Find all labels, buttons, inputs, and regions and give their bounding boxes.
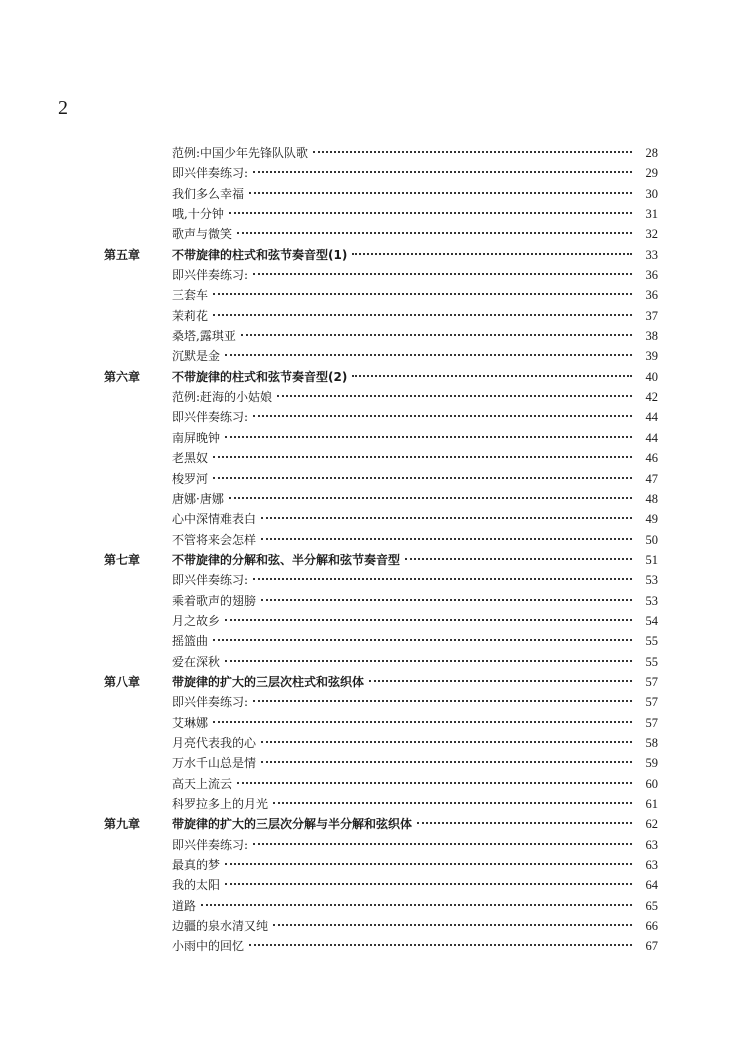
entry-title: 道路	[172, 898, 197, 913]
chapter-label: 第七章	[104, 552, 141, 567]
toc-entry	[172, 306, 658, 326]
dot-leader	[261, 761, 632, 763]
toc-entry	[172, 285, 658, 305]
toc-chapter-row	[0, 814, 730, 834]
toc-entry	[172, 530, 658, 550]
dot-leader	[225, 883, 632, 885]
entry-page-number: 40	[645, 369, 658, 384]
toc-entry-row	[0, 143, 730, 163]
toc-entry	[172, 550, 658, 570]
dot-leader	[253, 171, 632, 173]
entry-page-number: 28	[645, 146, 658, 160]
toc-entry	[172, 326, 658, 346]
toc-entry-row	[0, 855, 730, 875]
toc-chapter-row	[0, 367, 730, 387]
entry-title: 心中深情难表白	[172, 512, 257, 527]
dot-leader	[249, 944, 632, 946]
toc-entry-row	[0, 570, 730, 590]
page-number: 2	[58, 97, 68, 119]
entry-title: 即兴伴奏练习:	[172, 573, 249, 588]
toc-entry-row	[0, 733, 730, 753]
dot-leader	[253, 578, 632, 580]
entry-page-number: 48	[645, 491, 658, 506]
entry-title: 即兴伴奏练习:	[172, 695, 249, 710]
dot-leader	[313, 151, 632, 153]
dot-leader	[261, 741, 632, 743]
entry-title: 摇篮曲	[172, 634, 209, 649]
entry-title: 艾琳娜	[172, 715, 209, 730]
entry-page-number: 62	[645, 817, 658, 832]
toc-entry-row	[0, 428, 730, 448]
toc-entry-row	[0, 509, 730, 529]
entry-title: 即兴伴奏练习:	[172, 410, 249, 425]
entry-title: 不带旋律的柱式和弦节奏音型(2)	[172, 369, 348, 384]
entry-page-number: 39	[645, 349, 658, 364]
entry-title: 边疆的泉水清又纯	[172, 919, 269, 934]
dot-leader	[261, 517, 632, 519]
entry-title: 不带旋律的柱式和弦节奏音型(1)	[172, 247, 348, 262]
toc-entry	[172, 774, 658, 794]
entry-title: 小雨中的回忆	[172, 939, 245, 954]
entry-page-number: 36	[645, 288, 658, 303]
toc-entry	[172, 346, 658, 366]
entry-page-number: 29	[645, 166, 658, 181]
toc-entry	[172, 489, 658, 509]
toc-entry-row	[0, 611, 730, 631]
dot-leader	[225, 660, 632, 662]
toc-entry-row	[0, 692, 730, 712]
toc-entry-row	[0, 184, 730, 204]
toc-entry-row	[0, 916, 730, 936]
dot-leader	[261, 538, 632, 540]
dot-leader	[352, 375, 632, 377]
entry-page-number: 54	[645, 613, 658, 628]
toc-entry	[172, 692, 658, 712]
dot-leader	[261, 599, 632, 601]
toc-entry-row	[0, 489, 730, 509]
toc-chapter-row	[0, 672, 730, 692]
chapter-label: 第五章	[104, 247, 141, 262]
toc-entry-row	[0, 591, 730, 611]
entry-page-number: 42	[645, 390, 658, 405]
dot-leader	[405, 558, 632, 560]
dot-leader	[225, 436, 632, 438]
entry-title: 月之故乡	[172, 613, 221, 628]
entry-page-number: 61	[645, 797, 658, 811]
toc-entry-row	[0, 794, 730, 814]
toc-entry	[172, 245, 658, 265]
toc-entry	[172, 204, 658, 224]
entry-page-number: 33	[645, 247, 658, 262]
toc-entry	[172, 835, 658, 855]
entry-title: 梭罗河	[172, 471, 209, 486]
dot-leader	[229, 212, 632, 214]
entry-page-number: 38	[645, 329, 658, 344]
toc-entry	[172, 163, 658, 183]
toc-entry-row	[0, 753, 730, 773]
dot-leader	[253, 273, 632, 275]
dot-leader	[277, 395, 632, 397]
entry-title: 南屏晚钟	[172, 430, 221, 445]
toc-entry	[172, 265, 658, 285]
entry-page-number: 32	[645, 227, 658, 242]
dot-leader	[237, 782, 632, 784]
toc-entry	[172, 794, 658, 814]
toc-entry	[172, 407, 658, 427]
toc-entry-row	[0, 346, 730, 366]
dot-leader	[225, 619, 632, 621]
entry-page-number: 53	[645, 593, 658, 608]
entry-title: 科罗拉多上的月光	[172, 797, 269, 811]
toc-entry	[172, 652, 658, 672]
toc-entry-row	[0, 469, 730, 489]
dot-leader	[213, 477, 632, 479]
entry-page-number: 46	[645, 451, 658, 466]
entry-page-number: 57	[645, 695, 658, 710]
entry-title: 乘着歌声的翅膀	[172, 593, 257, 608]
entry-title: 即兴伴奏练习:	[172, 837, 249, 852]
toc-entry-row	[0, 163, 730, 183]
toc-entry-row	[0, 936, 730, 956]
entry-title: 不管将来会怎样	[172, 532, 257, 547]
toc-entry	[172, 916, 658, 936]
entry-page-number: 44	[645, 410, 658, 425]
entry-page-number: 30	[645, 186, 658, 201]
toc-entry-row	[0, 530, 730, 550]
entry-title: 唐娜·唐娜	[172, 491, 224, 506]
entry-title: 即兴伴奏练习:	[172, 268, 249, 283]
entry-page-number: 36	[645, 268, 658, 283]
entry-title: 我的太阳	[172, 878, 221, 893]
entry-title: 最真的梦	[172, 858, 221, 873]
toc-entry-row	[0, 652, 730, 672]
entry-page-number: 66	[645, 919, 658, 934]
dot-leader	[213, 721, 632, 723]
toc-entry-row	[0, 407, 730, 427]
dot-leader	[237, 232, 632, 234]
dot-leader	[369, 680, 632, 682]
entry-title: 老黑奴	[172, 451, 209, 466]
entry-page-number: 57	[645, 674, 658, 689]
toc-entry	[172, 672, 658, 692]
entry-page-number: 64	[645, 878, 658, 893]
entry-page-number: 49	[645, 512, 658, 527]
dot-leader	[273, 802, 632, 804]
chapter-label: 第八章	[104, 674, 141, 689]
dot-leader	[225, 354, 632, 356]
dot-leader	[213, 314, 632, 316]
toc-entry	[172, 753, 658, 773]
toc-entry	[172, 611, 658, 631]
toc-entry	[172, 631, 658, 651]
entry-title: 万水千山总是情	[172, 756, 257, 771]
toc-entry	[172, 448, 658, 468]
dot-leader	[253, 843, 632, 845]
entry-page-number: 53	[645, 573, 658, 588]
toc-entry	[172, 591, 658, 611]
toc-entry-row	[0, 448, 730, 468]
chapter-label: 第九章	[104, 817, 141, 832]
entry-title: 范例:赶海的小姑娘	[172, 390, 273, 405]
dot-leader	[229, 497, 632, 499]
entry-title: 桑塔,露琪亚	[172, 329, 236, 344]
dot-leader	[352, 253, 632, 255]
entry-title: 爱在深秋	[172, 654, 221, 669]
chapter-label: 第六章	[104, 369, 141, 384]
toc-entry	[172, 428, 658, 448]
dot-leader	[253, 415, 632, 417]
toc-entry	[172, 713, 658, 733]
entry-title: 范例:中国少年先锋队队歌	[172, 146, 309, 160]
entry-title: 不带旋律的分解和弦、半分解和弦节奏音型	[172, 552, 401, 567]
entry-title: 高天上流云	[172, 776, 233, 791]
table-of-contents	[0, 143, 730, 957]
toc-chapter-row	[0, 550, 730, 570]
entry-page-number: 37	[645, 308, 658, 323]
toc-entry	[172, 143, 658, 163]
toc-entry	[172, 855, 658, 875]
entry-page-number: 51	[645, 552, 658, 567]
entry-page-number: 60	[645, 776, 658, 791]
dot-leader	[201, 904, 632, 906]
entry-page-number: 63	[645, 858, 658, 873]
entry-page-number: 55	[645, 654, 658, 669]
toc-entry	[172, 184, 658, 204]
dot-leader	[225, 863, 632, 865]
toc-entry	[172, 387, 658, 407]
entry-page-number: 31	[645, 207, 658, 222]
entry-page-number: 65	[645, 898, 658, 913]
toc-entry-row	[0, 265, 730, 285]
dot-leader	[273, 924, 632, 926]
toc-entry	[172, 367, 658, 387]
dot-leader	[253, 700, 632, 702]
dot-leader	[249, 192, 632, 194]
toc-entry	[172, 814, 658, 834]
entry-title: 我们多么幸福	[172, 186, 245, 201]
entry-page-number: 63	[645, 837, 658, 852]
entry-title: 即兴伴奏练习:	[172, 166, 249, 181]
entry-page-number: 55	[645, 634, 658, 649]
toc-entry-row	[0, 224, 730, 244]
dot-leader	[417, 822, 632, 824]
entry-page-number: 58	[645, 735, 658, 750]
toc-entry	[172, 509, 658, 529]
toc-entry-row	[0, 631, 730, 651]
entry-title: 带旋律的扩大的三层次分解与半分解和弦织体	[172, 817, 413, 832]
entry-page-number: 67	[645, 939, 658, 954]
dot-leader	[213, 456, 632, 458]
entry-title: 带旋律的扩大的三层次柱式和弦织体	[172, 674, 365, 689]
entry-title: 三套车	[172, 288, 209, 303]
toc-entry-row	[0, 835, 730, 855]
entry-page-number: 44	[645, 430, 658, 445]
toc-entry-row	[0, 285, 730, 305]
toc-entry-row	[0, 387, 730, 407]
dot-leader	[213, 639, 632, 641]
toc-entry-row	[0, 713, 730, 733]
entry-page-number: 57	[645, 715, 658, 730]
toc-entry	[172, 224, 658, 244]
toc-entry-row	[0, 774, 730, 794]
toc-entry-row	[0, 896, 730, 916]
entry-title: 月亮代表我的心	[172, 735, 257, 750]
toc-entry	[172, 936, 658, 956]
toc-entry	[172, 896, 658, 916]
entry-title: 茉莉花	[172, 308, 209, 323]
entry-title: 歌声与微笑	[172, 227, 233, 242]
toc-entry	[172, 733, 658, 753]
entry-page-number: 59	[645, 756, 658, 771]
entry-page-number: 47	[645, 471, 658, 486]
toc-entry	[172, 570, 658, 590]
toc-entry-row	[0, 875, 730, 895]
entry-title: 沉默是金	[172, 349, 221, 364]
dot-leader	[213, 293, 632, 295]
entry-title: 哦,十分钟	[172, 207, 224, 222]
toc-entry-row	[0, 306, 730, 326]
toc-entry	[172, 875, 658, 895]
toc-chapter-row	[0, 245, 730, 265]
dot-leader	[241, 334, 632, 336]
entry-page-number: 50	[645, 532, 658, 547]
toc-entry-row	[0, 204, 730, 224]
toc-entry	[172, 469, 658, 489]
toc-entry-row	[0, 326, 730, 346]
